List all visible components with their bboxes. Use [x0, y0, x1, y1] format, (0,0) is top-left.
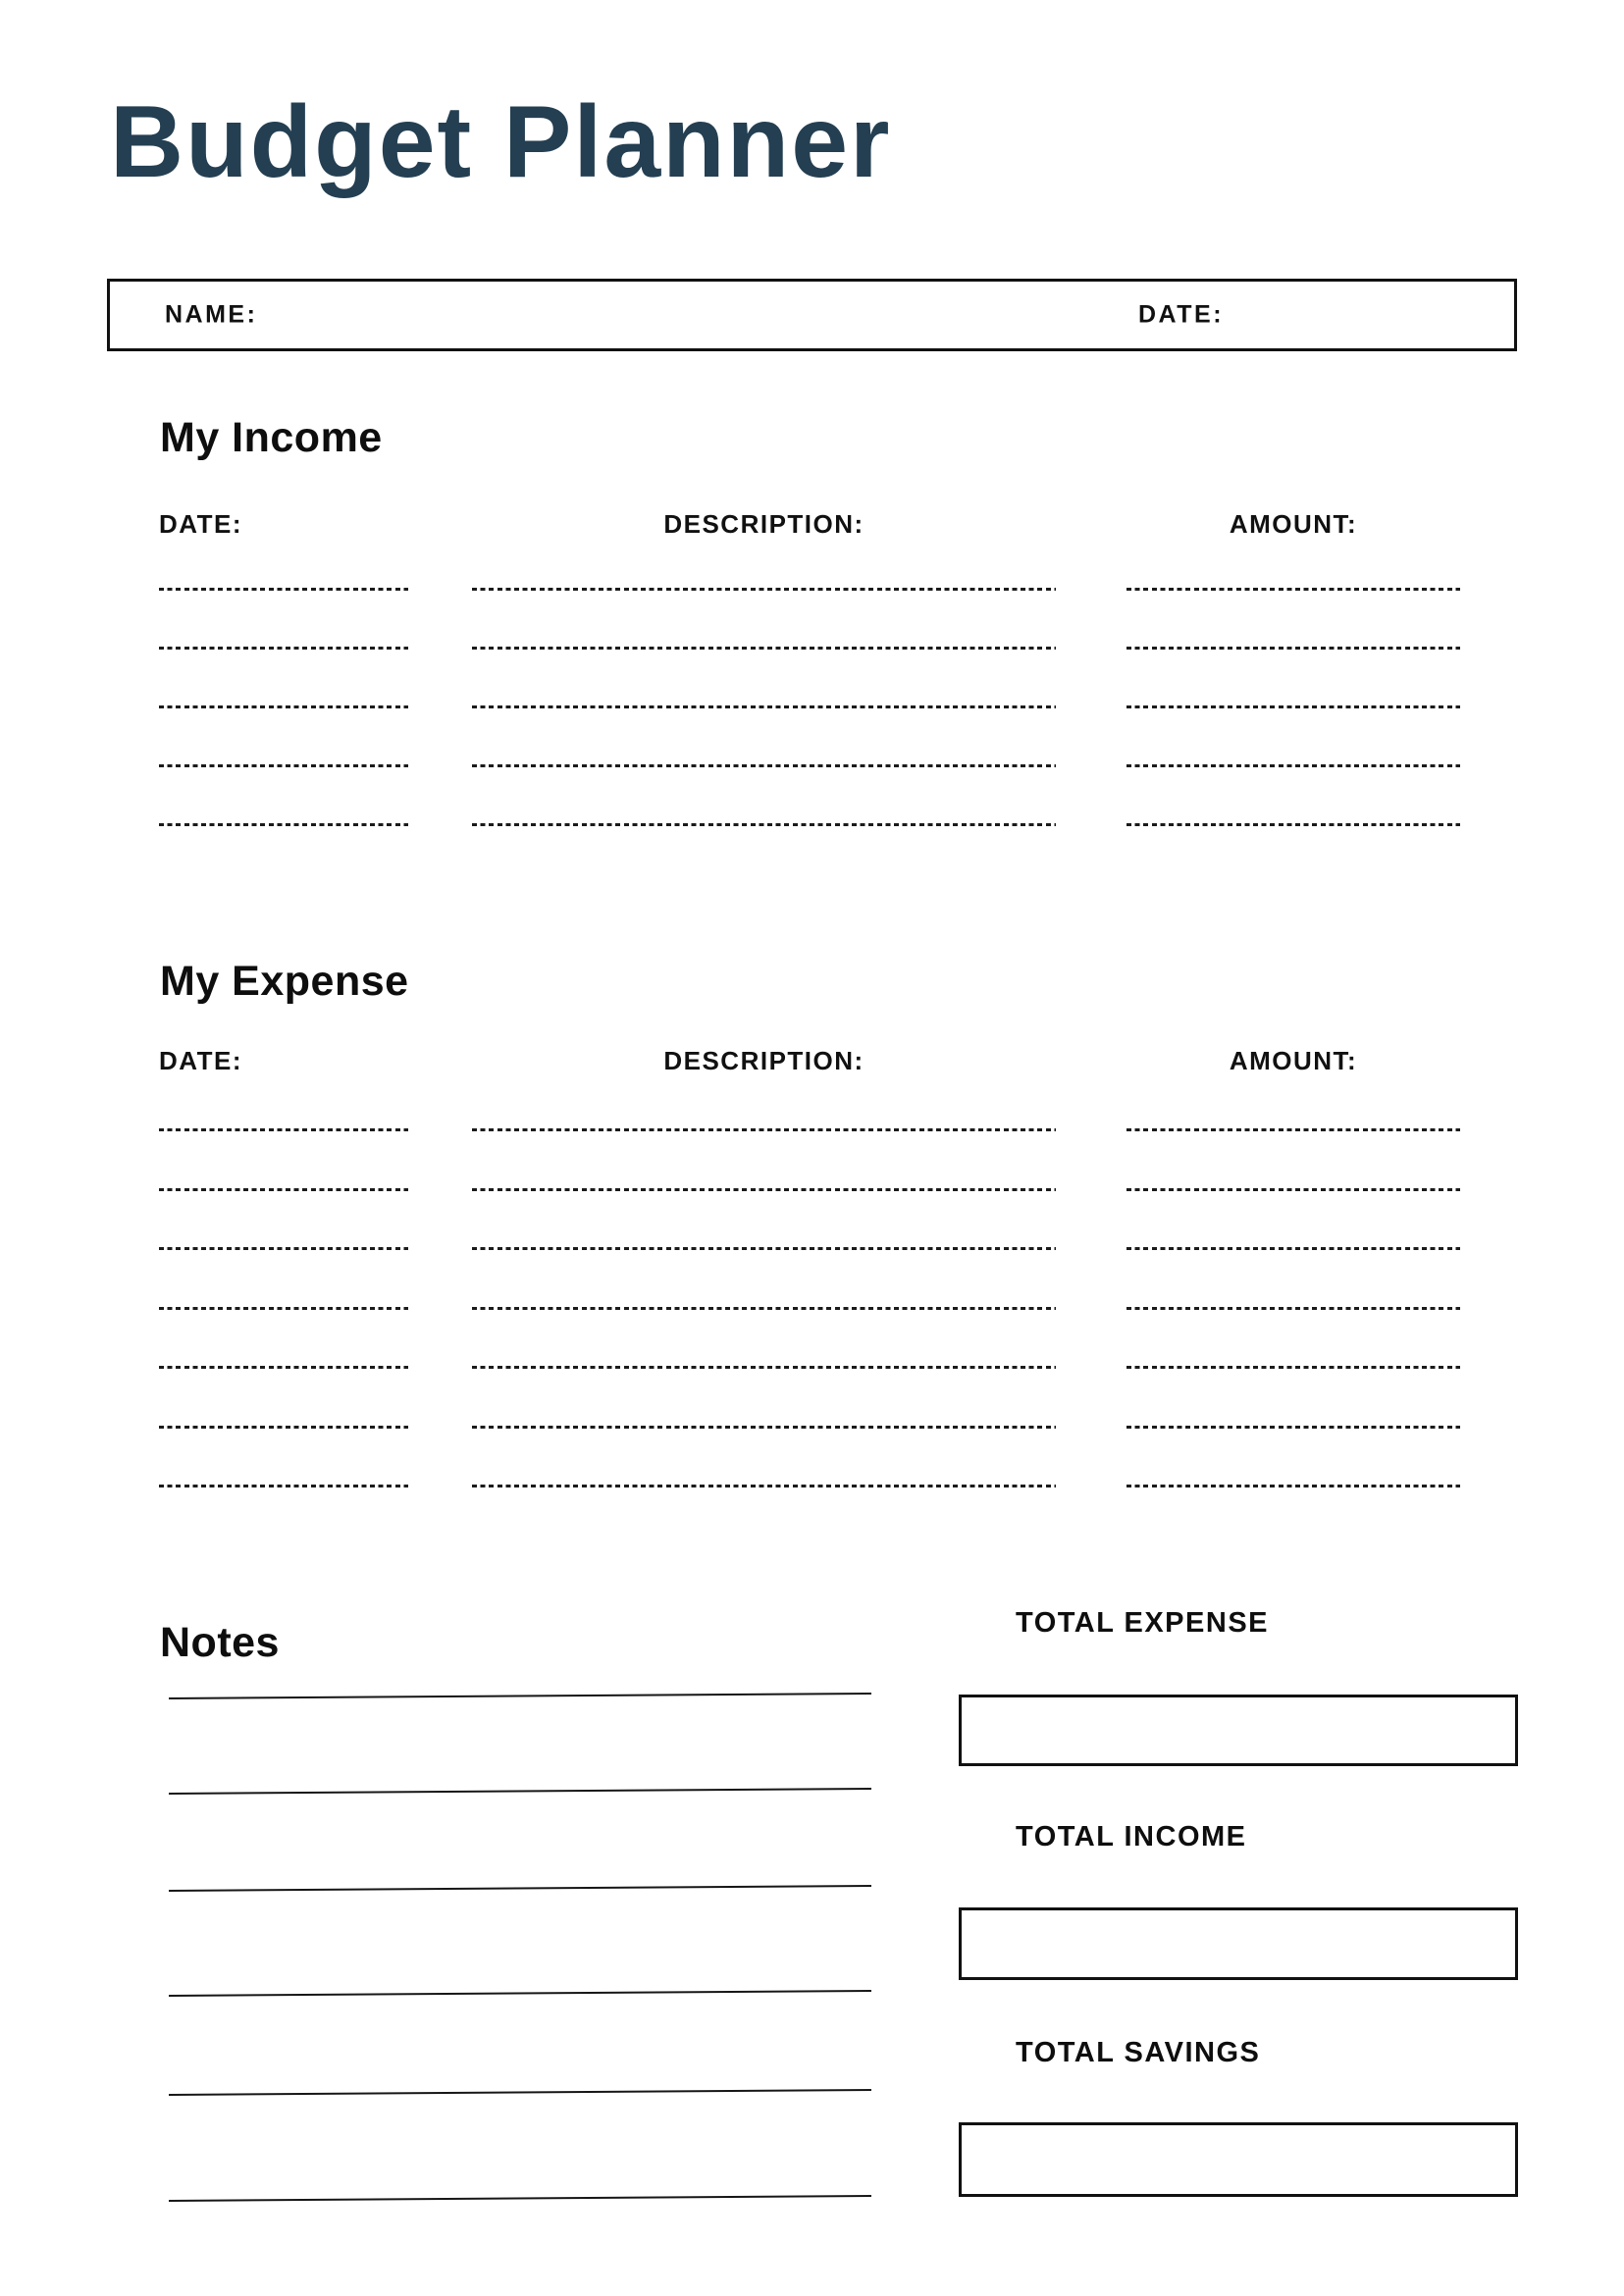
income-date-fill-line[interactable]: [159, 647, 408, 650]
income-table-row: [159, 823, 1460, 882]
expense-amount-header: AMOUNT:: [1229, 1046, 1358, 1075]
expense-date-fill-line[interactable]: [159, 1366, 408, 1369]
expense-table-row: [159, 1247, 1460, 1307]
income-column-headers: [159, 509, 1460, 540]
notes-ruled-line[interactable]: [169, 1693, 871, 1699]
income-description-header: DESCRIPTION:: [663, 509, 864, 539]
expense-table-row: [159, 1188, 1460, 1248]
income-description-fill-line[interactable]: [472, 823, 1056, 826]
expense-description-fill-line[interactable]: [472, 1426, 1056, 1429]
expense-table-row: [159, 1366, 1460, 1426]
expense-date-fill-line[interactable]: [159, 1247, 408, 1250]
expense-table-row: [159, 1307, 1460, 1367]
income-amount-fill-line[interactable]: [1126, 823, 1460, 826]
date-label: DATE:: [1138, 300, 1225, 329]
expense-amount-fill-line[interactable]: [1126, 1247, 1460, 1250]
expense-amount-fill-line[interactable]: [1126, 1128, 1460, 1131]
income-description-fill-line[interactable]: [472, 705, 1056, 708]
expense-amount-fill-line[interactable]: [1126, 1366, 1460, 1369]
expense-rows: [159, 1128, 1460, 1544]
expense-table-row: [159, 1485, 1460, 1544]
income-amount-fill-line[interactable]: [1126, 764, 1460, 767]
column-gap: [1056, 509, 1126, 540]
expense-description-header: DESCRIPTION:: [663, 1046, 864, 1075]
expense-description-fill-line[interactable]: [472, 1188, 1056, 1191]
income-description-fill-line[interactable]: [472, 588, 1056, 591]
income-date-fill-line[interactable]: [159, 823, 408, 826]
notes-ruled-line[interactable]: [169, 1788, 871, 1795]
name-date-box[interactable]: [107, 279, 1517, 351]
income-amount-fill-line[interactable]: [1126, 588, 1460, 591]
expense-amount-fill-line[interactable]: [1126, 1485, 1460, 1487]
income-date-fill-line[interactable]: [159, 588, 408, 591]
income-amount-header: AMOUNT:: [1229, 509, 1358, 539]
notes-ruled-line[interactable]: [169, 2089, 871, 2096]
column-gap: [408, 1046, 472, 1076]
total-savings-box[interactable]: [959, 2122, 1518, 2197]
expense-amount-fill-line[interactable]: [1126, 1307, 1460, 1310]
expense-description-fill-line[interactable]: [472, 1128, 1056, 1131]
name-label: NAME:: [165, 300, 258, 329]
income-date-fill-line[interactable]: [159, 764, 408, 767]
expense-table-row: [159, 1426, 1460, 1486]
expense-date-fill-line[interactable]: [159, 1426, 408, 1429]
expense-description-fill-line[interactable]: [472, 1485, 1056, 1487]
expense-description-fill-line[interactable]: [472, 1307, 1056, 1310]
income-table-row: [159, 764, 1460, 823]
expense-section-heading: My Expense: [160, 958, 409, 1005]
page-title: Budget Planner: [110, 85, 892, 199]
notes-section-heading: Notes: [160, 1619, 280, 1666]
total-expense-label: TOTAL EXPENSE: [1016, 1607, 1269, 1639]
income-table-row: [159, 647, 1460, 705]
income-amount-fill-line[interactable]: [1126, 705, 1460, 708]
total-income-label: TOTAL INCOME: [1016, 1821, 1247, 1852]
income-table-row: [159, 588, 1460, 647]
income-description-fill-line[interactable]: [472, 764, 1056, 767]
income-date-fill-line[interactable]: [159, 705, 408, 708]
income-section-heading: My Income: [160, 414, 383, 461]
expense-date-fill-line[interactable]: [159, 1307, 408, 1310]
income-table-row: [159, 705, 1460, 764]
income-rows: [159, 588, 1460, 882]
expense-description-fill-line[interactable]: [472, 1247, 1056, 1250]
income-amount-fill-line[interactable]: [1126, 647, 1460, 650]
column-gap: [408, 509, 472, 540]
expense-amount-fill-line[interactable]: [1126, 1188, 1460, 1191]
notes-lines: [169, 1697, 871, 2208]
expense-table-row: [159, 1128, 1460, 1188]
expense-amount-fill-line[interactable]: [1126, 1426, 1460, 1429]
expense-date-fill-line[interactable]: [159, 1188, 408, 1191]
income-description-fill-line[interactable]: [472, 647, 1056, 650]
notes-ruled-line[interactable]: [169, 1885, 871, 1892]
expense-date-fill-line[interactable]: [159, 1128, 408, 1131]
total-income-box[interactable]: [959, 1907, 1518, 1980]
expense-column-headers: [159, 1046, 1460, 1076]
total-savings-label: TOTAL SAVINGS: [1016, 2037, 1261, 2068]
total-expense-box[interactable]: [959, 1695, 1518, 1766]
column-gap: [1056, 1046, 1126, 1076]
income-date-header: DATE:: [159, 509, 243, 539]
notes-ruled-line[interactable]: [169, 2195, 871, 2202]
expense-date-header: DATE:: [159, 1046, 243, 1075]
expense-description-fill-line[interactable]: [472, 1366, 1056, 1369]
expense-date-fill-line[interactable]: [159, 1485, 408, 1487]
notes-ruled-line[interactable]: [169, 1990, 871, 1997]
